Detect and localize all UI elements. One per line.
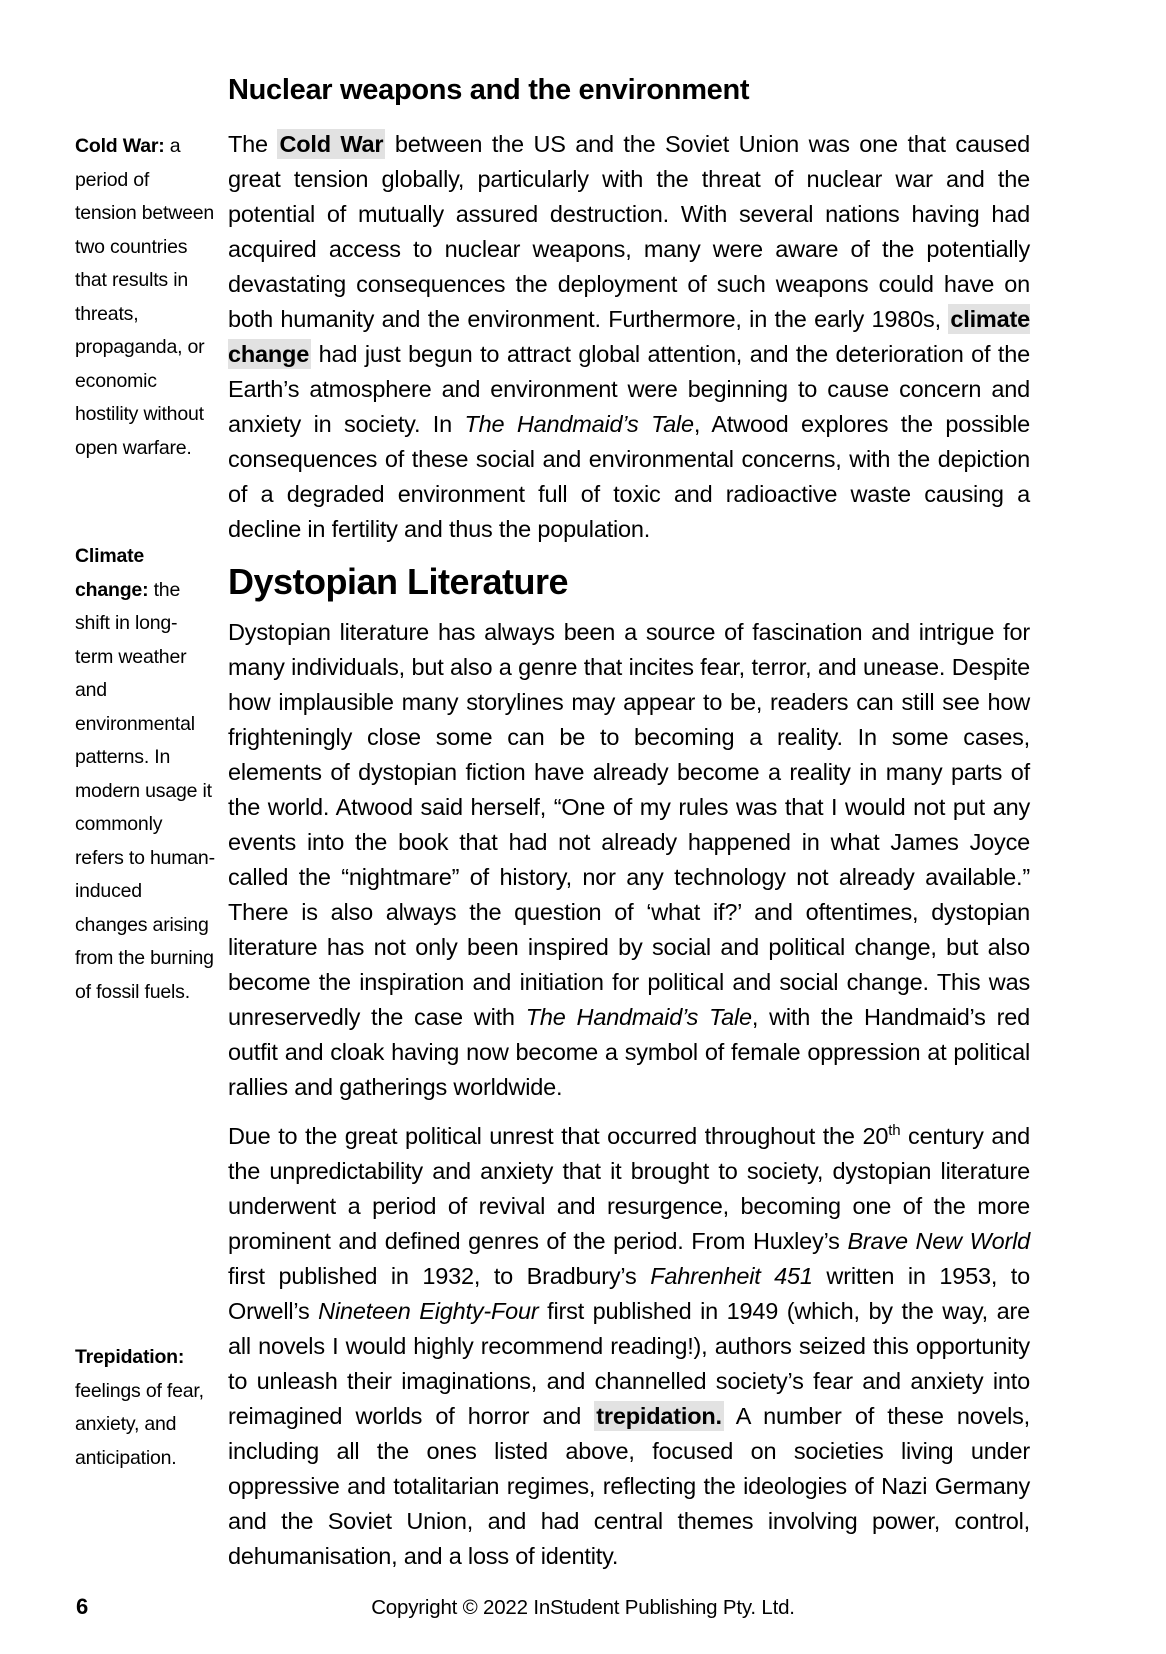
glossary-definition: the shift in long-term weather and environmental patterns. In modern usage it commonly refers to human-induced changes arising from the burning of fossil fuels.	[75, 578, 215, 1003]
text-run: century and the unpredictability and anxiety that it brought to society, dystopian literature underwent a period of revival and resurgence, becoming one of the more prominent and defined genres of the period. From Huxley’s	[228, 1123, 1030, 1254]
text-run: Due to the great political unrest that occurred throughout the 20	[228, 1123, 889, 1149]
glossary-term: Trepidation:	[75, 1346, 185, 1368]
text-run: th	[888, 1122, 901, 1140]
glossary-term: Climate change:	[75, 545, 149, 601]
margin-note-climate-change	[75, 540, 215, 1009]
book-title: Nineteen Eighty-Four	[318, 1298, 539, 1324]
text-run: between the US and the Soviet Union was one that caused great tension globally, particularly with the threat of nuclear war and the potential of mutually assured destruction. With several nations having had acquired access to nuclear weapons, many were aware of the potentially devastating consequences the deployment of such weapons could have on both humanity and the environment. Furthermore, in the early 1980s,	[228, 131, 1030, 332]
paragraph-nuclear-weapons	[228, 127, 1030, 547]
main-column	[228, 74, 1030, 1574]
text-run: first published in 1932, to Bradbury’s	[228, 1263, 651, 1289]
book-title: The Handmaid’s Tale	[525, 1004, 752, 1030]
text-run: , with the Handmaid’s red outfit and cloak having now become a symbol of female oppression at political rallies and gatherings worldwide.	[228, 1004, 1030, 1100]
text-run: A number of these novels, including all the ones listed above, focused on societies living under oppressive and totalitarian regimes, reflecting the ideologies of Nazi Germany and the Soviet Union, and had central themes involving power, control, dehumanisation, and a loss of identity.	[228, 1403, 1030, 1569]
text-run: Dystopian literature has always been a source of fascination and intrigue for many individuals, but also a genre that incites fear, terror, and unease. Despite how implausible many storylines may appear to be, readers can still see how frighteningly close some can be to becoming a reality. In some cases, elements of dystopian fiction have already become a reality in many parts of the world. Atwood said herself, “One of my rules was that I would not put any events into the book that had not already happened in what James Joyce called the “nightmare” of history, nor any technology not already available.” There is also always the question of ‘what if?’ and oftentimes, dystopian literature has not only been inspired by social and political change, but also become the inspiration and initiation for political and social change. This was unreservedly the case with	[228, 619, 1030, 1030]
margin-note-trepidation	[75, 1341, 215, 1475]
page-number: 6	[76, 1594, 89, 1619]
glossary-definition: feelings of fear, anxiety, and anticipation.	[75, 1379, 204, 1469]
copyright-notice: Copyright © 2022 InStudent Publishing Pty. Ltd.	[371, 1596, 795, 1619]
book-title: Brave New World	[847, 1228, 1030, 1254]
glossary-definition: a period of tension between two countries that results in threats, propaganda, or economic hostility without open warfare.	[75, 135, 215, 459]
book-title: The Handmaid’s Tale	[464, 411, 694, 437]
page-title: Nuclear weapons and the environment	[228, 74, 750, 106]
glossary-term: Cold War:	[75, 135, 165, 157]
highlighted-term: climate change	[228, 306, 1030, 367]
book-title: Fahrenheit 451	[650, 1263, 813, 1289]
text-run: had just begun to attract global attention, and the deterioration of the Earth’s atmosphere and environment were beginning to cause concern and anxiety in society. In	[228, 341, 1030, 437]
highlighted-term: trepidation.	[596, 1403, 722, 1429]
text-run: , Atwood explores the possible consequences of these social and environmental concerns, with the depiction of a degraded environment full of toxic and radioactive waste causing a decline in fertility and thus the population.	[228, 411, 1030, 542]
paragraph-dystopian-intro	[228, 615, 1030, 1105]
highlighted-term: Cold War	[279, 131, 384, 157]
text-run: first published in 1949 (which, by the way, are all novels I would highly recommend reading!), authors seized this opportunity to unleash their imaginations, and channelled society’s fear and anxiety into reimagined worlds of horror and	[228, 1298, 1030, 1429]
margin-note-cold-war	[75, 130, 215, 465]
text-run: The	[228, 131, 278, 157]
paragraph-20th-century	[228, 1119, 1030, 1574]
section-heading-dystopian-literature: Dystopian Literature	[228, 561, 569, 602]
text-run: written in 1953, to Orwell’s	[228, 1263, 1031, 1324]
